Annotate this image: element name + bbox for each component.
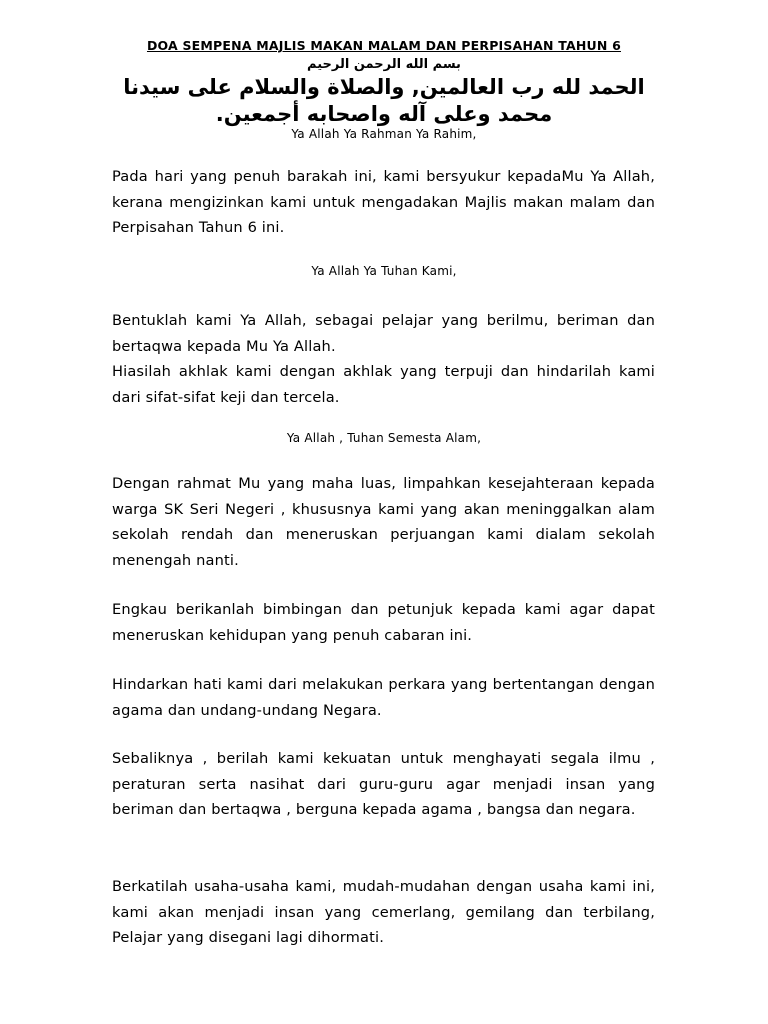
paragraph-7: Sebaliknya , berilah kami kekuatan untuk menghayati segala ilmu , peraturan serta nasihat dari guru-guru agar menjadi insan yang beriman dan bertaqwa , berguna kepada agama , bangsa dan negara. bbox=[112, 750, 655, 818]
invocation-3: Ya Allah , Tuhan Semesta Alam, bbox=[286, 431, 482, 445]
paragraph-4: Dengan rahmat Mu yang maha luas, limpahkan kesejahteraan kepada warga SK Seri Negeri , khususnya kami yang akan meninggalkan alam sekolah rendah dan meneruskan perjuangan kami dialam sekolah menengah nanti. bbox=[112, 475, 655, 569]
basmalah: بسم الله الرحمن الرحيم bbox=[307, 57, 461, 72]
paragraph-8: Berkatilah usaha-usaha kami, mudah-mudahan dengan usaha kami ini, kami akan menjadi insan yang cemerlang, gemilang dan terbilang, Pelajar yang disegani lagi dihormati. bbox=[112, 878, 655, 946]
document-title: DOA SEMPENA MAJLIS MAKAN MALAM DAN PERPISAHAN TAHUN 6 bbox=[146, 38, 621, 53]
paragraph-6: Hindarkan hati kami dari melakukan perkara yang bertentangan dengan agama dan undang-undang Negara. bbox=[112, 676, 655, 719]
arabic-praise: الحمد لله رب العالمين, والصلاة والسلام على سيدنا محمد وعلى آله واصحابه أجمعين. bbox=[123, 75, 645, 126]
paragraph-5: Engkau berikanlah bimbingan dan petunjuk kepada kami agar dapat meneruskan kehidupan yang penuh cabaran ini. bbox=[112, 601, 655, 644]
paragraph-2: Bentuklah kami Ya Allah, sebagai pelajar yang berilmu, beriman dan bertaqwa kepada Mu Ya Allah. bbox=[112, 312, 655, 355]
paragraph-1: Pada hari yang penuh barakah ini, kami bersyukur kepadaMu Ya Allah, kerana mengizinkan kami untuk mengadakan Majlis makan malam dan Perpisahan Tahun 6 ini. bbox=[112, 168, 655, 236]
paragraph-3: Hiasilah akhlak kami dengan akhlak yang terpuji dan hindarilah kami dari sifat-sifat keji dan tercela. bbox=[112, 363, 655, 406]
invocation-2: Ya Allah Ya Tuhan Kami, bbox=[311, 264, 457, 278]
invocation-1: Ya Allah Ya Rahman Ya Rahim, bbox=[291, 127, 477, 141]
